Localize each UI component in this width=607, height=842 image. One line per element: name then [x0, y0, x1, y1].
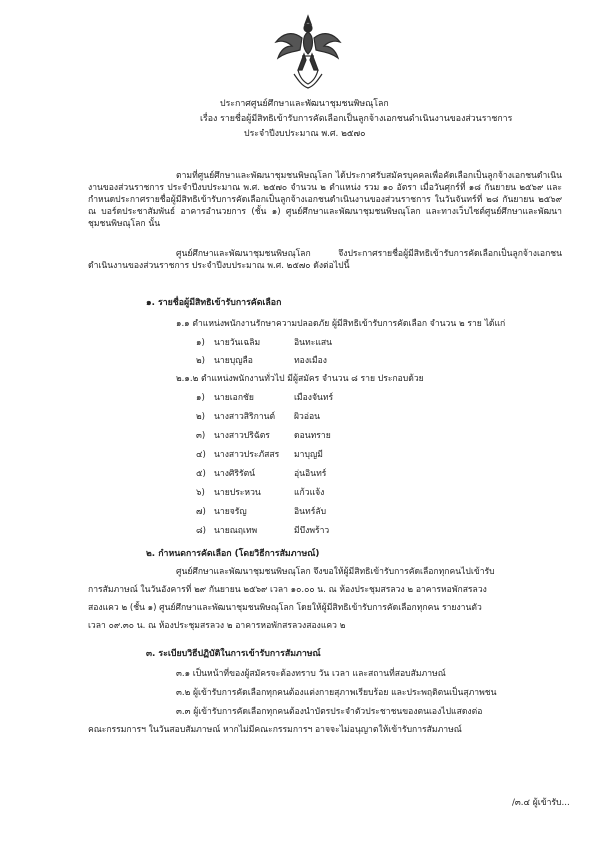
first-name: นายวันเฉลิม: [214, 338, 261, 348]
first-name: นายบุญลือ: [214, 356, 253, 366]
first-name: นางสาวปริฉัตร: [214, 431, 270, 441]
last-name: อุ่นอินทร์: [294, 469, 327, 479]
section2-line: การสัมภาษณ์ ในวันอังคารที่ ๒๙ กันยายน ๒๕๖๙ เวลา ๑๐.๐๐ น. ณ ห้องประชุมสรลวง ๒ อาคารหอพักสรลวง: [88, 585, 487, 595]
first-name: นางสาวสิริกานต์: [214, 412, 276, 422]
intro-paragraph: [88, 170, 562, 230]
intro-text: ตามที่ศูนย์ศึกษาและพัฒนาชุมชนพิษณุโลก ได้ประกาศรับสมัครบุคคลเพื่อคัดเลือกเป็นลูกจ้างเอกชนดำเนินงานของส่วนราชการ ประจำปีงบประมาณ พ.ศ. ๒๕๗๐ จำนวน ๒ ตำแหน่ง รวม ๑๐ อัตรา เมื่อวันศุกร์ที่ ๑๘ กันยายน ๒๕๖๙ และกำหนดประกาศรายชื่อผู้มีสิทธิเข้ารับการคัดเลือกเป็นลูกจ้างเอกชนดำเนินงานของส่วนราชการ ในวันจันทร์ที่ ๒๘ กันยายน ๒๕๖๙ ณ บอร์ดประชาสัมพันธ์ อาคารอำนวยการ (ชั้น ๑) ศูนย์ศึกษาและพัฒนาชุมชนพิษณุโลก และทางเว็บไซต์ศูนย์ศึกษาและพัฒนาชุมชนพิษณุโลก นั้น: [88, 171, 562, 229]
item-number: ๒): [196, 356, 206, 366]
section3-item: ๓.๒ ผู้เข้ารับการคัดเลือกทุกคนต้องแต่งกายสุภาพเรียบร้อย และประพฤติตนเป็นสุภาพชน: [176, 688, 497, 698]
first-name: นายเอกชัย: [214, 393, 254, 403]
item-number: ๔): [196, 450, 206, 460]
announcement-title: ประกาศศูนย์ศึกษาและพัฒนาชุมชนพิษณุโลก: [220, 99, 389, 109]
item-number: ๗): [196, 507, 206, 517]
section2-title: ๒. กำหนดการคัดเลือก (โดยวิธีการสัมภาษณ์): [146, 549, 320, 559]
intro-text-2: ศูนย์ศึกษาและพัฒนาชุมชนพิษณุโลก จึงประกาศรายชื่อผู้มีสิทธิเข้ารับการคัดเลือกเป็นลูกจ้างเอกชนดำเนินงานของส่วนราชการ ประจำปีงบประมาณ พ.ศ. ๒๕๗๐ ดังต่อไปนี้: [88, 249, 562, 271]
section3-item-cont: คณะกรรมการฯ ในวันสอบสัมภาษณ์ หากไม่มีคณะกรรมการฯ อาจจะไม่อนุญาตให้เข้ารับการสัมภาษณ์: [88, 725, 462, 735]
section3-item: ๓.๑ เป็นหน้าที่ของผู้สมัครจะต้องทราบ วัน เวลา และสถานที่สอบสัมภาษณ์: [176, 669, 446, 679]
last-name: ดอนทราย: [294, 431, 331, 441]
garuda-emblem-icon: [272, 12, 344, 92]
last-name: เมืองจันทร์: [294, 393, 334, 403]
last-name: อินทร์ลับ: [294, 507, 327, 517]
intro-paragraph-2: [88, 248, 562, 272]
last-name: อินทะแสน: [294, 338, 332, 348]
continued-marker: /๓.๔ ผู้เข้ารับ...: [512, 798, 570, 808]
first-name: นายณฤเทพ: [214, 526, 258, 536]
item-number: ๑): [196, 338, 205, 348]
item-number: ๑): [196, 393, 205, 403]
first-name: นางสาวประภัสสร: [214, 450, 280, 460]
last-name: ทองเมือง: [294, 356, 327, 366]
last-name: มีบึงพร้าว: [294, 526, 330, 536]
item-number: ๓): [196, 431, 206, 441]
first-name: นายประหวน: [214, 488, 261, 498]
section1-sub1: ๑.๑ ตำแหน่งพนักงานรักษาความปลอดภัย ผู้มีสิทธิเข้ารับการคัดเลือก จำนวน ๒ ราย ได้แก่: [176, 319, 506, 329]
section3-title: ๓. ระเบียบวิธีปฏิบัติในการเข้ารับการสัมภาษณ์: [146, 649, 321, 659]
section2-line: เวลา ๐๙.๓๐ น. ณ ห้องประชุมสรลวง ๒ อาคารหอพักสรลวงสองแคว ๒: [88, 621, 346, 631]
item-number: ๕): [196, 469, 206, 479]
section3-item: ๓.๓ ผู้เข้ารับการคัดเลือกทุกคนต้องนำบัตรประจำตัวประชาชนของตนเองไปแสดงต่อ: [176, 707, 483, 717]
item-number: ๒): [196, 412, 206, 422]
announcement-subject: เรื่อง รายชื่อผู้มีสิทธิเข้ารับการคัดเลือกเป็นลูกจ้างเอกชนดำเนินงานของส่วนราชการ: [200, 114, 513, 124]
first-name: นางศิริรัตน์: [214, 469, 256, 479]
section1-title: ๑. รายชื่อผู้มีสิทธิเข้ารับการคัดเลือก: [146, 298, 282, 308]
fiscal-year: ประจำปีงบประมาณ พ.ศ. ๒๕๗๐: [244, 129, 366, 139]
item-number: ๖): [196, 488, 205, 498]
section2-line: ศูนย์ศึกษาและพัฒนาชุมชนพิษณุโลก จึงขอให้ผู้มีสิทธิเข้ารับการคัดเลือกทุกคนไปเข้ารับ: [176, 567, 495, 577]
last-name: แก้วแจ้ง: [294, 488, 325, 498]
item-number: ๘): [196, 526, 206, 536]
last-name: มาบุญมี: [294, 450, 323, 460]
last-name: ผิวอ่อน: [294, 412, 321, 422]
section1-sub2: ๒.๑.๒ ตำแหน่งพนักงานทั่วไป มีผู้สมัคร จำนวน ๘ ราย ประกอบด้วย: [176, 374, 424, 384]
first-name: นายจรัญ: [214, 507, 247, 517]
section2-line: สองแคว ๒ (ชั้น ๑) ศูนย์ศึกษาและพัฒนาชุมชนพิษณุโลก โดยให้ผู้มีสิทธิเข้ารับการคัดเลือกทุกคน รายงานตัว: [88, 603, 482, 613]
